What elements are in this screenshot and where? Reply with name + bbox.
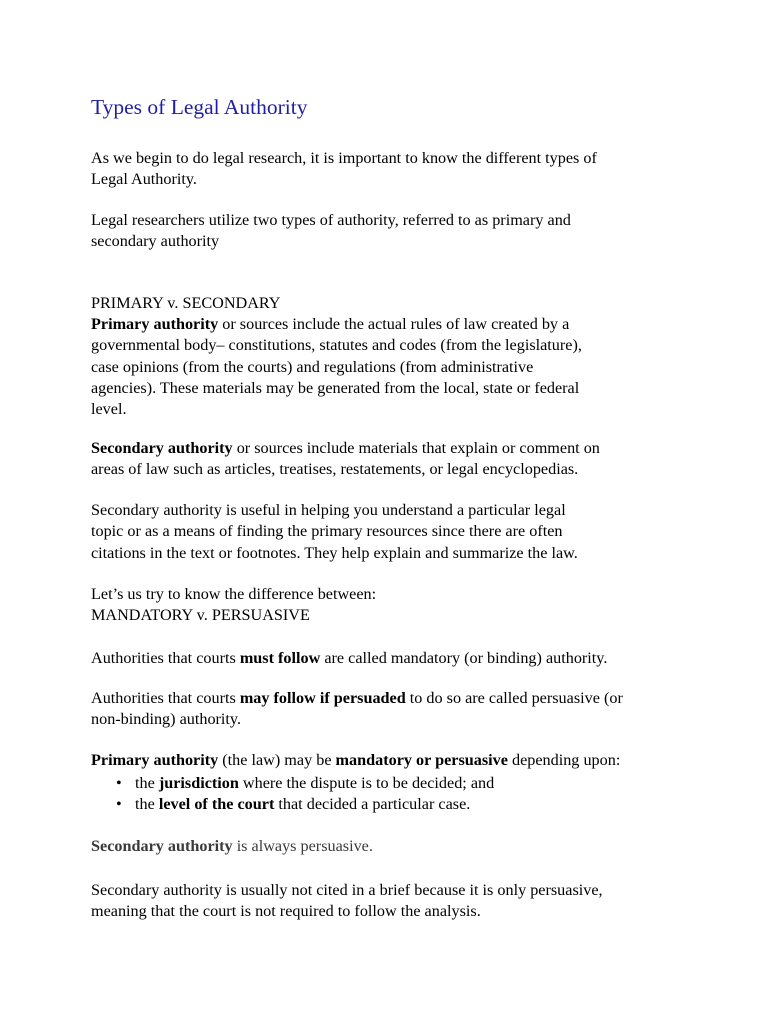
intro-line-1: As we begin to do legal research, it is important to know the different types of: [91, 149, 597, 167]
mandatory-or-persuasive-term: mandatory or persuasive: [335, 751, 508, 769]
secondary-def-line-1: or sources include materials that explain or comment on: [232, 439, 600, 457]
difference-paragraph: [91, 584, 691, 627]
bullet-icon: •: [116, 795, 122, 814]
researchers-line-1: Legal researchers utilize two types of authority, referred to as primary and: [91, 211, 571, 229]
primary-authority-paragraph: [91, 314, 691, 420]
primary-depends-post: depending upon:: [507, 751, 621, 769]
persuasive-paragraph: [91, 688, 691, 731]
not-cited-line-2: meaning that the court is not required to follow the analysis.: [91, 902, 481, 921]
intro-paragraph: [91, 148, 691, 191]
not-cited-paragraph: [91, 880, 691, 923]
secondary-useful-paragraph: [91, 500, 691, 564]
primary-depends-mid: (the law) may be: [218, 751, 336, 769]
level-of-court-term: level of the court: [158, 795, 275, 814]
bullet-post: that decided a particular case.: [274, 795, 471, 814]
bullet-icon: •: [116, 774, 122, 792]
mandatory-post: are called mandatory (or binding) authority.: [320, 649, 608, 667]
primary-def-line-5: level.: [91, 400, 127, 419]
primary-depends-paragraph: [91, 750, 691, 771]
secondary-authority-term-2: Secondary authority: [91, 837, 233, 855]
intro-line-2: Legal Authority.: [91, 170, 197, 189]
primary-authority-term-2: Primary authority: [91, 751, 219, 769]
document-title: Types of Legal Authority: [91, 95, 308, 119]
researchers-line-2: secondary authority: [91, 232, 220, 251]
may-follow-term: may follow if persuaded: [239, 689, 406, 707]
persuasive-pre: Authorities that courts: [91, 689, 240, 707]
primary-secondary-heading: PRIMARY v. SECONDARY: [91, 294, 281, 312]
always-persuasive-post: is always persuasive.: [232, 837, 373, 855]
list-item: [91, 794, 494, 815]
not-cited-line-1: Secondary authority is usually not cited in a brief because it is only persuasive,: [91, 881, 603, 899]
bullet-post: where the dispute is to be decided; and: [238, 774, 495, 792]
jurisdiction-term: jurisdiction: [158, 774, 239, 792]
researchers-paragraph: [91, 210, 691, 253]
primary-def-line-2: governmental body– constitutions, statutes and codes (from the legislature),: [91, 336, 582, 355]
secondary-authority-term: Secondary authority: [91, 439, 233, 457]
persuasive-line-2: non-binding) authority.: [91, 710, 242, 729]
secondary-useful-line-2: topic or as a means of finding the primary resources since there are often: [91, 522, 563, 541]
secondary-useful-line-1: Secondary authority is useful in helping you understand a particular legal: [91, 501, 566, 519]
bullet-pre: the: [135, 774, 159, 792]
primary-authority-term: Primary authority: [91, 315, 219, 333]
mandatory-paragraph: [91, 648, 691, 669]
primary-def-line-4: agencies). These materials may be generated from the local, state or federal: [91, 378, 580, 397]
must-follow-term: must follow: [239, 649, 321, 667]
always-persuasive-paragraph: [91, 836, 691, 857]
primary-def-line-3: case opinions (from the courts) and regulations (from administrative: [91, 357, 534, 376]
depends-bullet-list: [91, 773, 494, 816]
secondary-def-line-2: areas of law such as articles, treatises, restatements, or legal encyclopedias.: [91, 460, 579, 479]
secondary-useful-line-3: citations in the text or footnotes. They help explain and summarize the law.: [91, 543, 578, 562]
difference-line-1: Let’s us try to know the difference between:: [91, 585, 377, 603]
persuasive-post: to do so are called persuasive (or: [405, 689, 623, 707]
bullet-pre: the: [135, 795, 159, 814]
secondary-authority-paragraph: [91, 438, 691, 481]
mandatory-persuasive-heading: MANDATORY v. PERSUASIVE: [91, 606, 310, 625]
mandatory-pre: Authorities that courts: [91, 649, 240, 667]
primary-def-line-1: or sources include the actual rules of law created by a: [218, 315, 570, 333]
list-item: [91, 773, 494, 794]
